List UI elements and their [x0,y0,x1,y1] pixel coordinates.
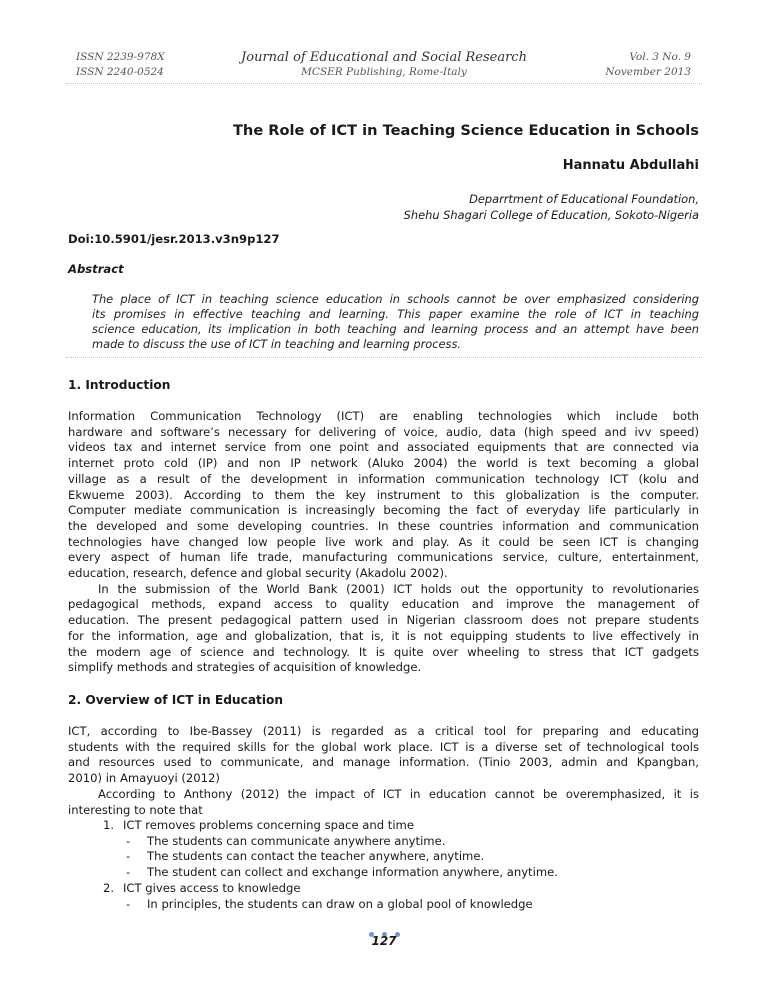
text-line: Computer mediate communication is increasingly becoming the fact of everyday life particularly in [68,503,699,518]
text-line: for the information, age and globalization, that is, it is not equipping students to live effectively in [68,628,699,643]
text-line: village as a result of the development in information communication technology ICT (kolu and [68,471,699,486]
text-line: the developed and some developing countries. In these countries information and communication [68,518,699,533]
text-line: the modern age of science and technology. It is quite over wheeling to stress that ICT gadgets [68,644,699,659]
abstract-divider [66,357,702,358]
dash-bullet: - [126,896,131,911]
page-number: 127 [371,934,397,948]
text-line: simplify methods and strategies of acquisition of knowledge. [68,660,422,675]
text-line: its promises in effective teaching and learning. This paper examine the role of ICT in teaching [92,307,699,321]
abstract-text [92,292,699,352]
section-heading-introduction: 1. Introduction [68,378,171,392]
text-line: pedagogical methods, expand access to quality education and improve the management of [68,597,699,612]
list-item-number: 2. [103,880,115,895]
text-line: 2010) in Amayuoyi (2012) [68,771,220,786]
list-subitem: The students can communicate anywhere anytime. [147,833,446,848]
text-line: every aspect of human life trade, manufacturing communications service, culture, entertainment, [68,550,699,565]
list-subitem: The students can contact the teacher anywhere, anytime. [147,849,485,864]
text-line: Ekwueme 2003). According to them the key instrument to this globalization is the computer. [68,487,699,502]
text-line: In the submission of the World Bank (2001) ICT holds out the opportunity to revolutionaries [98,581,699,596]
text-line: Information Communication Technology (ICT) are enabling technologies which include both [68,409,699,423]
list-subitem: In principles, the students can draw on a global pool of knowledge [147,896,533,911]
text-line: hardware and software’s necessary for delivering of voice, audio, data (high speed and ivv speed) [68,424,699,439]
dash-bullet: - [126,833,131,848]
issn-online: ISSN 2240-0524 [76,66,164,78]
list-item-number: 1. [103,818,115,832]
text-line: education. The present pedagogical pattern used in Nigerian classroom does not prepare students [68,613,699,628]
issn-print: ISSN 2239-978X [76,51,165,63]
text-line: education, research, defence and global security (Akadolu 2002). [68,566,448,580]
list-subitem: The student can collect and exchange information anywhere, anytime. [147,865,558,880]
header-divider [66,83,702,84]
abstract-label: Abstract [68,262,124,276]
author-name: Hannatu Abdullahi [562,158,699,173]
dash-bullet: - [126,865,131,880]
text-line: students with the required skills for the global work place. ICT is a diverse set of technological tools [68,739,699,754]
text-line: science education, its implication in both teaching and learning process and an attempt have been [92,322,699,336]
paper-title: The Role of ICT in Teaching Science Education in Schools [232,122,699,139]
text-line: internet proto cold (IP) and non IP network (Aluko 2004) the world is text becoming a global [68,456,699,471]
affiliation-college: Shehu Shagari College of Education, Sokoto-Nigeria [403,208,699,222]
doi: Doi:10.5901/jesr.2013.v3n9p127 [68,232,280,246]
text-line: technologies have changed low people live work and play. As it could be seen ICT is changing [68,534,699,549]
text-line: According to Anthony (2012) the impact of ICT in education cannot be overemphasized, it is [98,786,699,801]
affiliation [404,191,699,223]
text-line: and resources used to communicate, and manage information. (Tinio 2003, admin and Kpangban, [68,755,699,770]
text-line: made to discuss the use of ICT in teaching and learning process. [92,337,462,351]
issue-block [605,50,691,80]
affiliation-dept: Deparrtment of Educational Foundation, [469,192,699,206]
text-line: interesting to note that [68,802,203,817]
text-line: The place of ICT in teaching science education in schools cannot be over emphasized considering [92,292,699,306]
text-line: ICT, according to Ibe-Bassey (2011) is regarded as a critical tool for preparing and educating [68,724,699,738]
list-item: ICT removes problems concerning space and time [123,818,414,832]
text-line: videos tax and internet service from one point and associated equipments that are connected via [68,440,699,455]
dash-bullet: - [126,849,131,864]
volume: Vol. 3 No. 9 [629,51,691,63]
issue-date: November 2013 [605,66,691,78]
publisher: MCSER Publishing, Rome-Italy [301,66,467,78]
journal-name: Journal of Educational and Social Research [241,50,527,65]
section-heading-overview: 2. Overview of ICT in Education [68,693,284,707]
list-item: ICT gives access to knowledge [123,880,301,895]
